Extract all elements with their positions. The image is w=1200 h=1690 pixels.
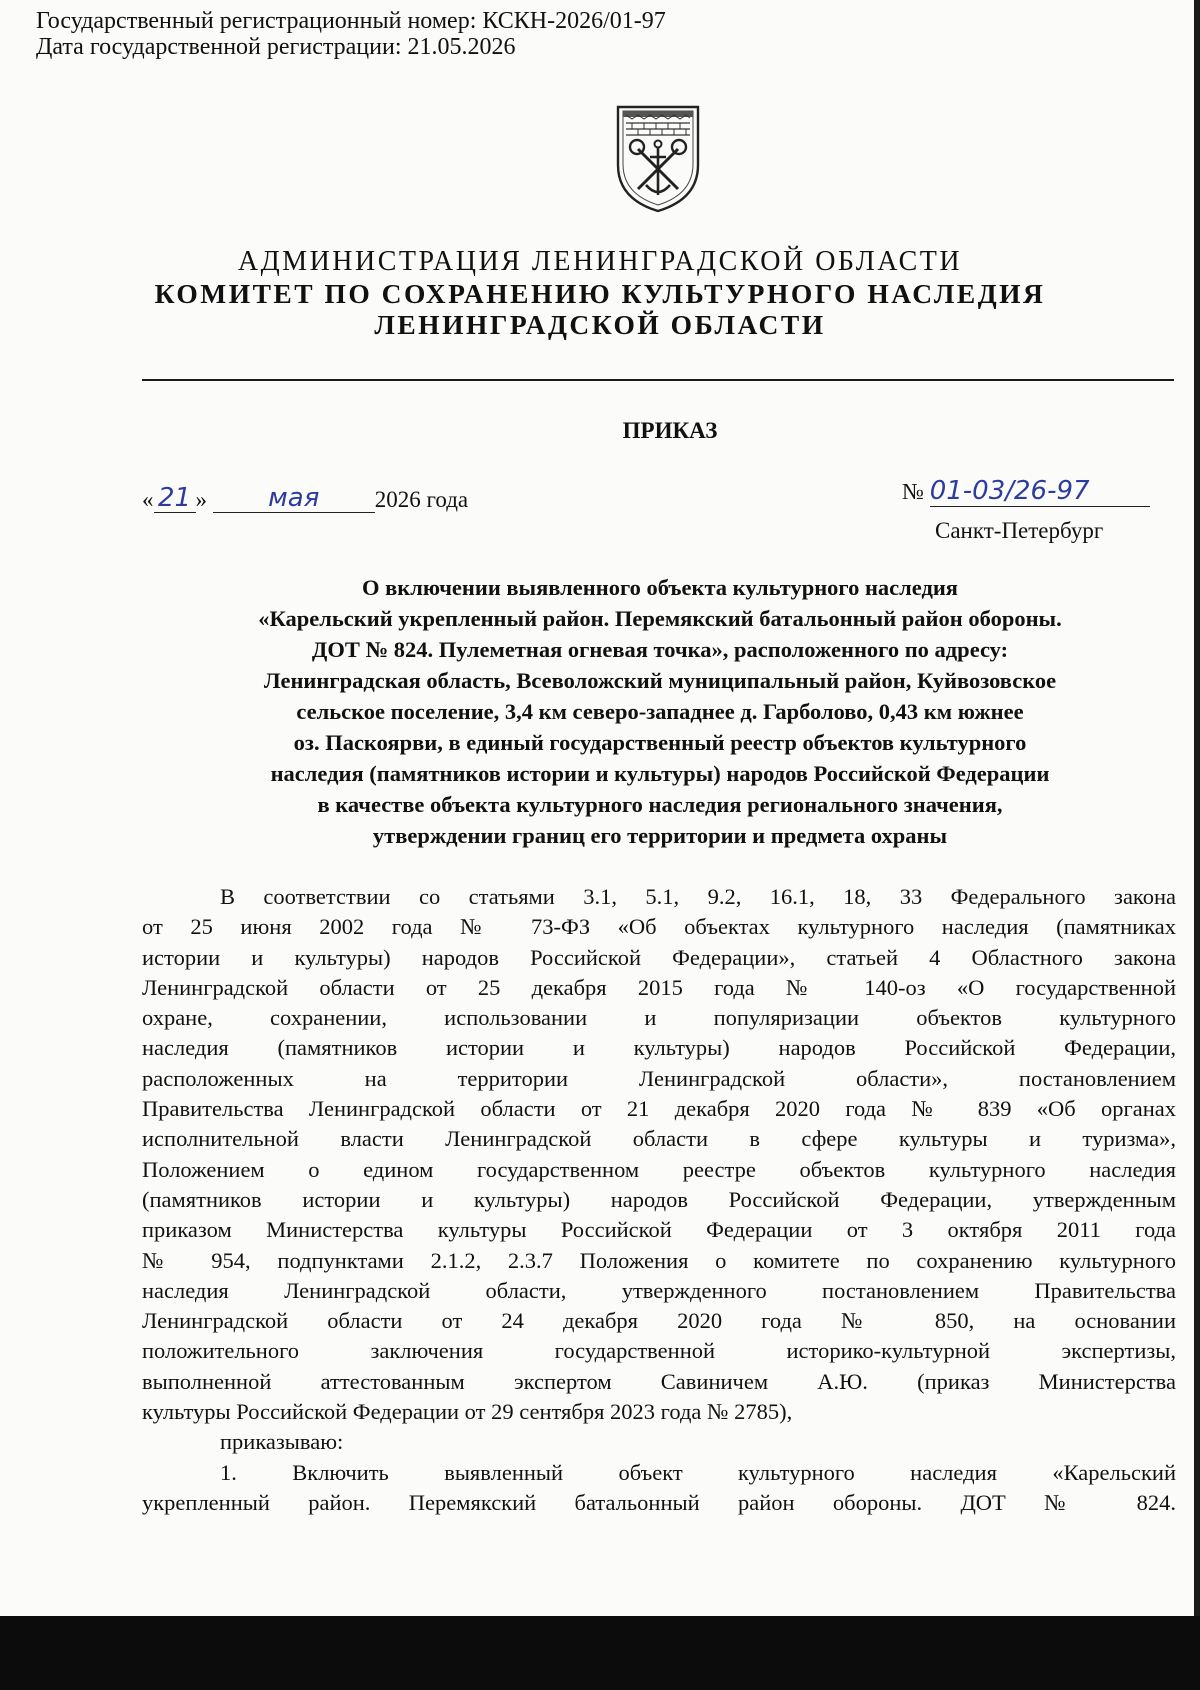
- registration-date: Дата государственной регистрации: 21.05.2026: [36, 34, 516, 60]
- title-line: О включении выявленного объекта культурного наследия: [362, 575, 958, 600]
- body-line: Ленинградской области от 25 декабря 2015 года № 140-оз «О государственной: [142, 974, 1176, 1000]
- body-line: расположенных на территории Ленинградской области», постановлением: [142, 1065, 1176, 1091]
- body-line: В соответствии со статьями 3.1, 5.1, 9.2, 16.1, 18, 33 Федерального закона: [220, 884, 1176, 909]
- committee-name-line2: ЛЕНИНГРАДСКОЙ ОБЛАСТИ: [374, 309, 826, 340]
- title-line: ДОТ № 824. Пулеметная огневая точка», расположенного по адресу:: [311, 637, 1009, 662]
- document-type: ПРИКАЗ: [622, 418, 718, 443]
- body-line: Положением о едином государственном реестре объектов культурного наследия: [142, 1156, 1176, 1182]
- registration-block: [36, 8, 666, 60]
- body-line: положительного заключения государственной историко-культурной экспертизы,: [142, 1338, 1176, 1364]
- order-number-handwritten: 01-03/26-97: [930, 476, 1150, 507]
- body-line: истории и культуры) народов Российской Федерации», статьей 4 Областного закона: [142, 944, 1176, 970]
- body-line: исполнительной власти Ленинградской области в сфере культуры и туризма»,: [142, 1126, 1176, 1152]
- body-line: приказом Министерства культуры Российской Федерации от 3 октября 2011 года: [142, 1217, 1176, 1243]
- title-line: наследия (памятников истории и культуры) народов Российской Федерации: [270, 761, 1050, 786]
- body-line: наследия Ленинградской области, утвержденного постановлением Правительства: [142, 1277, 1176, 1303]
- title-line: «Карельский укрепленный район. Перемякский батальонный район обороны.: [258, 606, 1062, 631]
- order-number: [902, 476, 1150, 507]
- body-line: № 954, подпунктами 2.1.2, 2.3.7 Положения о комитете по сохранению культурного: [142, 1247, 1176, 1273]
- committee-name-line1: КОМИТЕТ ПО СОХРАНЕНИЮ КУЛЬТУРНОГО НАСЛЕДИЯ: [154, 278, 1046, 309]
- date-open-quote: «: [142, 487, 154, 512]
- number-sign: №: [902, 479, 924, 504]
- body-line: Ленинградской области от 24 декабря 2020 года № 850, на основании: [142, 1308, 1176, 1334]
- body-line: культуры Российской Федерации от 29 сентября 2023 года № 2785),: [142, 1399, 793, 1425]
- date-day-handwritten: 21: [154, 485, 196, 513]
- title-line: утверждении границ его территории и предмета охраны: [372, 823, 948, 848]
- scan-edge-right: [1194, 0, 1200, 1690]
- administration-name: АДМИНИСТРАЦИЯ ЛЕНИНГРАДСКОЙ ОБЛАСТИ: [237, 246, 963, 277]
- body-line: (памятников истории и культуры) народов Российской Федерации, утвержденным: [142, 1186, 1176, 1212]
- title-line: оз. Паскоярви, в единый государственный реестр объектов культурного: [293, 730, 1027, 755]
- coat-of-arms-icon: [610, 101, 706, 215]
- title-line: сельское поселение, 3,4 км северо-западнее д. Гарболово, 0,43 км южнее: [296, 699, 1024, 724]
- body-line: выполненной аттестованным экспертом Савиничем А.Ю. (приказ Министерства: [142, 1368, 1176, 1394]
- order-title: [140, 572, 1180, 851]
- order-city: Санкт-Петербург: [935, 518, 1104, 543]
- body-line: от 25 июня 2002 года № 73-ФЗ «Об объектах культурного наследия (памятниках: [142, 914, 1176, 940]
- body-line: Правительства Ленинградской области от 21 декабря 2020 года № 839 «Об органах: [142, 1096, 1176, 1122]
- body-line: укрепленный район. Перемякский батальонный район обороны. ДОТ № 824.: [142, 1489, 1176, 1515]
- date-close-quote: »: [195, 487, 207, 512]
- body-line: 1. Включить выявленный объект культурного наследия «Карельский: [220, 1459, 1176, 1485]
- body-line: охране, сохранении, использовании и популяризации объектов культурного: [142, 1005, 1176, 1031]
- body-line: наследия (памятников истории и культуры) народов Российской Федерации,: [142, 1035, 1176, 1061]
- order-date: [142, 485, 468, 513]
- registration-number: Государственный регистрационный номер: КСКН-2026/01-97: [36, 8, 666, 34]
- header-divider: [142, 379, 1174, 381]
- date-year: 2026 года: [374, 487, 469, 512]
- date-month-handwritten: мая: [213, 485, 375, 513]
- title-line: Ленинградская область, Всеволожский муниципальный район, Куйвозовское: [263, 668, 1057, 693]
- order-body: [142, 882, 1176, 1518]
- body-line: приказываю:: [220, 1429, 344, 1455]
- title-line: в качестве объекта культурного наследия регионального значения,: [317, 792, 1003, 817]
- scan-edge-bottom: [0, 1616, 1200, 1690]
